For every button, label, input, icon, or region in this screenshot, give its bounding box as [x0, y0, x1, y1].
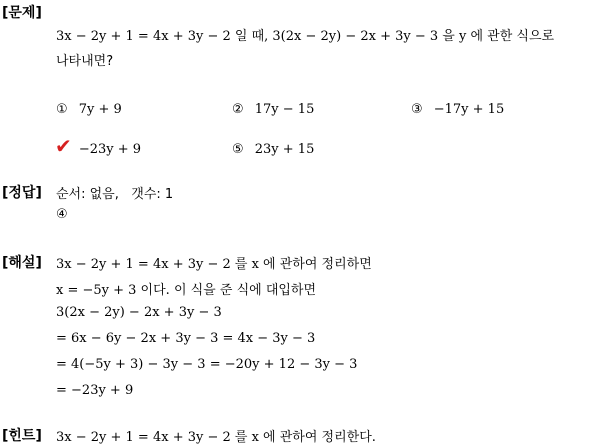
choice-3-text: −17y + 15: [433, 102, 505, 117]
hint-text: 3x − 2y + 1 = 4x + 3y − 2 를 x 에 관하여 정리한다.: [56, 430, 376, 445]
explanation-line-1: 3x − 2y + 1 = 4x + 3y − 2 를 x 에 관하여 정리하면: [56, 257, 372, 272]
choice-4-text: −23y + 9: [78, 142, 142, 157]
choice-5-text: 23y + 15: [254, 142, 315, 157]
explanation-line-5: = 4(−5y + 3) − 3y − 3 = −20y + 12 − 3y − 3: [56, 357, 358, 372]
choice-2-text: 17y − 15: [254, 102, 315, 117]
choice-5[interactable]: [232, 138, 314, 157]
problem-line-1: 3x − 2y + 1 = 4x + 3y − 2 일 때, 3(2x − 2y) − 2x + 3y − 3 을 y 에 관한 식으로: [56, 29, 555, 44]
problem-tag: [문제]: [2, 5, 42, 21]
checkmark-icon: ✔: [55, 134, 72, 158]
explanation-line-2: x = −5y + 3 이다. 이 식을 준 식에 대입하면: [56, 283, 317, 298]
hint-tag: [힌트]: [2, 428, 42, 444]
choice-3-marker: ③: [411, 102, 423, 117]
problem-line-2: 나타내면?: [56, 54, 114, 69]
explanation-line-4: = 6x − 6y − 2x + 3y − 3 = 4x − 3y − 3: [56, 331, 316, 346]
choice-1-marker: ①: [56, 102, 68, 117]
explanation-line-6: = −23y + 9: [56, 383, 134, 398]
choice-4[interactable]: [55, 134, 141, 158]
choice-5-marker: ⑤: [232, 142, 244, 157]
answer-tag: [정답]: [2, 185, 42, 201]
choice-3[interactable]: [411, 98, 504, 117]
explanation-tag: [해설]: [2, 255, 42, 271]
choice-2[interactable]: [232, 98, 314, 117]
choice-2-marker: ②: [232, 102, 244, 117]
explanation-line-3: 3(2x − 2y) − 2x + 3y − 3: [56, 305, 222, 320]
choice-1-text: 7y + 9: [78, 102, 122, 117]
answer-value: ④: [56, 207, 68, 222]
choice-1[interactable]: [56, 98, 122, 117]
answer-info: 순서: 없음, 갯수: 1: [56, 187, 174, 202]
